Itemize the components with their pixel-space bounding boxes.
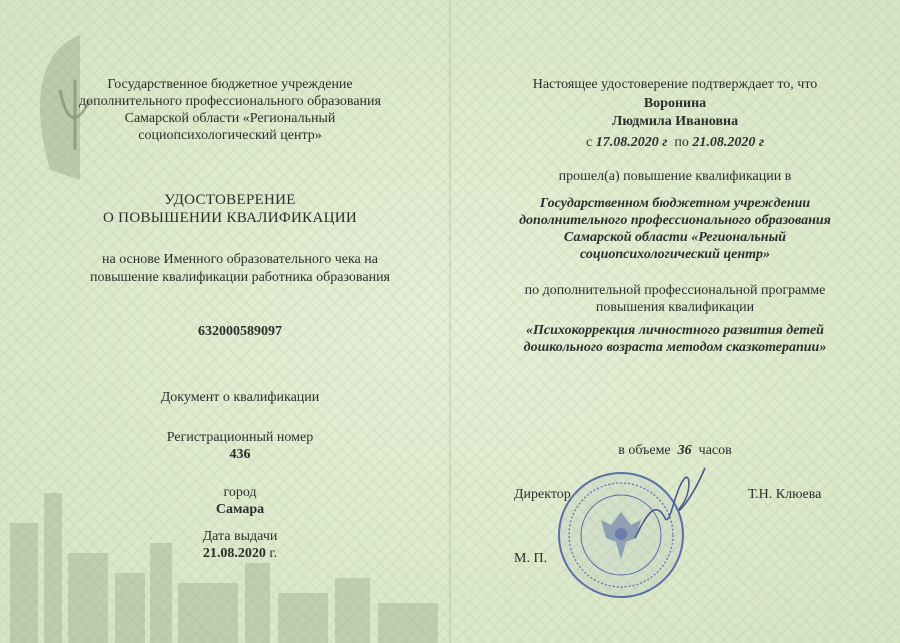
volume (470, 443, 880, 459)
issuer-line-2: дополнительного профессионального образования (79, 94, 381, 109)
org-line-3: Самарской области «Региональный (563, 230, 787, 245)
issue-date-label: Дата выдачи (202, 529, 278, 544)
serial-number: 632000589097 (198, 324, 282, 339)
registration-label: Регистрационный номер (166, 430, 314, 445)
city-label: город (223, 485, 257, 500)
basis-line-2: повышение квалификации работника образования (90, 270, 390, 285)
volume-unit: часов (698, 443, 732, 458)
doc-type: Документ о квалификации (160, 390, 320, 405)
registration-number: 436 (229, 447, 251, 462)
period-to: 21.08.2020 г (692, 135, 765, 150)
issuer-line-1: Государственное бюджетное учреждение (107, 77, 353, 92)
program-title-1: «Психокоррекция личностного развития детей (526, 323, 824, 338)
issue-date-value: 21.08.2020 (202, 546, 266, 561)
intro-text: Настоящее удостоверение подтверждает то, что (532, 77, 818, 92)
doc-title-line-1: УДОСТОВЕРЕНИЕ (164, 192, 296, 208)
city-value: Самара (215, 502, 265, 517)
director-signature-icon (630, 458, 710, 548)
seal-label: М. П. (514, 551, 548, 566)
issuer-line-3: Самарской области «Региональный (124, 111, 336, 126)
page-fold (449, 0, 451, 643)
director-name: Т.Н. Клюева (748, 487, 822, 502)
passed-text: прошел(а) повышение квалификации в (558, 169, 792, 184)
period-to-label: по (674, 135, 689, 150)
doc-title-line-2: О ПОВЫШЕНИИ КВАЛИФИКАЦИИ (103, 210, 357, 226)
issue-date-suffix: г. (269, 546, 278, 561)
program-intro-1: по дополнительной профессиональной программе (524, 283, 826, 298)
org-line-1: Государственном бюджетном учреждении (539, 196, 811, 211)
issue-date (40, 546, 440, 562)
org-line-2: дополнительного профессионального образования (519, 213, 831, 228)
holder-surname: Воронина (643, 96, 707, 111)
basis-line-1: на основе Именного образовательного чека на (102, 252, 378, 267)
program-title-2: дошкольного возраста методом сказкотерапии» (523, 340, 827, 355)
period-from-label: с (585, 135, 593, 150)
training-period (470, 135, 880, 151)
volume-value: 36 (677, 443, 692, 458)
volume-label: в объеме (618, 443, 671, 458)
issuer-line-4: социопсихологический центр» (138, 128, 322, 143)
holder-name: Людмила Ивановна (611, 114, 739, 129)
org-line-4: социопсихологический центр» (579, 247, 771, 262)
director-label: Директор (514, 487, 571, 502)
period-from: 17.08.2020 г (595, 135, 668, 150)
psi-logo-icon (20, 30, 120, 190)
program-intro-2: повышения квалификации (595, 300, 755, 315)
